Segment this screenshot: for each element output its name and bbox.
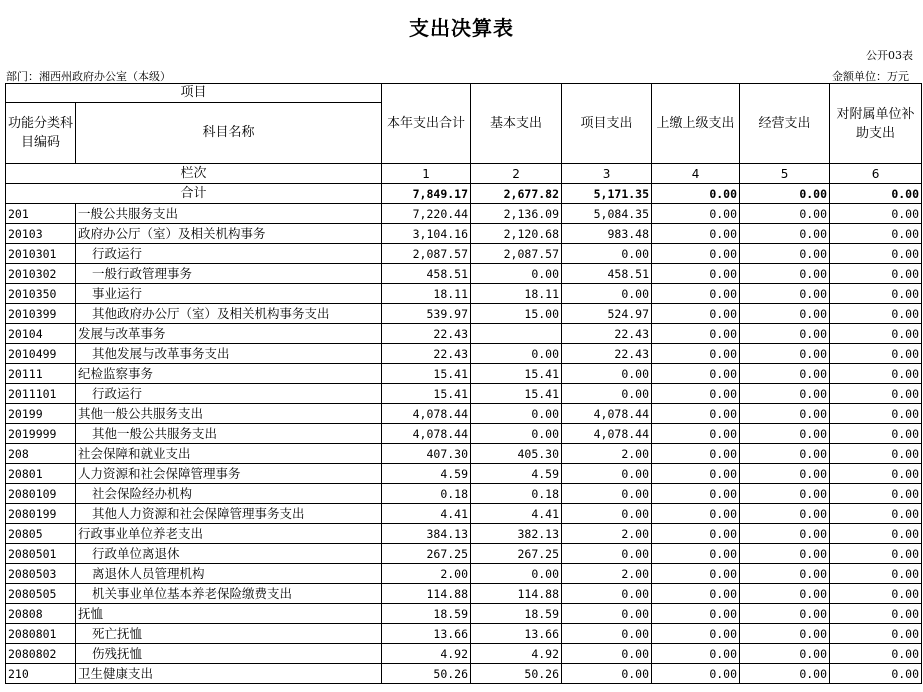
subject-name-cell: 一般行政管理事务 <box>76 264 382 284</box>
amount-cell: 0.00 <box>830 624 922 644</box>
func-code-cell: 2080109 <box>6 484 76 504</box>
table-row <box>6 644 922 664</box>
amount-cell: 114.88 <box>471 584 562 604</box>
subject-name-cell: 离退休人员管理机构 <box>76 564 382 584</box>
table-row <box>6 444 922 464</box>
amount-cell: 0.00 <box>830 264 922 284</box>
table-row <box>6 524 922 544</box>
subject-name-cell: 卫生健康支出 <box>76 664 382 684</box>
amount-cell: 0.00 <box>740 504 830 524</box>
func-code-cell: 2080802 <box>6 644 76 664</box>
func-code-cell: 20103 <box>6 224 76 244</box>
amount-cell: 0.00 <box>562 384 652 404</box>
table-row <box>6 504 922 524</box>
amount-cell: 0.00 <box>830 424 922 444</box>
func-code-cell: 20199 <box>6 404 76 424</box>
seq-row <box>6 164 922 184</box>
amount-cell: 0.00 <box>740 344 830 364</box>
amount-cell: 0.00 <box>652 544 740 564</box>
col-header-business: 经营支出 <box>740 84 830 164</box>
amount-cell: 0.00 <box>830 484 922 504</box>
func-code-cell: 2019999 <box>6 424 76 444</box>
table-row <box>6 464 922 484</box>
col-header-subsidy: 对附属单位补助支出 <box>830 84 922 164</box>
amount-cell: 0.00 <box>740 264 830 284</box>
total-label: 合计 <box>6 184 382 204</box>
subject-name-cell: 机关事业单位基本养老保险缴费支出 <box>76 584 382 604</box>
func-code-cell: 2080801 <box>6 624 76 644</box>
amount-cell: 22.43 <box>382 344 471 364</box>
total-value: 0.00 <box>652 184 740 204</box>
amount-cell: 0.00 <box>652 364 740 384</box>
amount-cell: 0.00 <box>562 544 652 564</box>
page-title: 支出决算表 <box>409 16 514 40</box>
subject-name-cell: 社会保险经办机构 <box>76 484 382 504</box>
amount-cell: 0.00 <box>471 404 562 424</box>
seq-label: 栏次 <box>6 164 382 184</box>
func-code-cell: 2080501 <box>6 544 76 564</box>
table-row <box>6 224 922 244</box>
seq-number: 6 <box>830 164 922 184</box>
func-code-cell: 2080199 <box>6 504 76 524</box>
col-header-basic: 基本支出 <box>471 84 562 164</box>
total-value: 7,849.17 <box>382 184 471 204</box>
amount-cell: 4,078.44 <box>382 404 471 424</box>
subject-name-cell: 其他一般公共服务支出 <box>76 424 382 444</box>
amount-cell: 0.00 <box>830 564 922 584</box>
amount-cell: 0.00 <box>562 464 652 484</box>
amount-cell: 0.00 <box>471 344 562 364</box>
amount-cell: 15.41 <box>382 384 471 404</box>
amount-cell: 539.97 <box>382 304 471 324</box>
amount-cell: 0.00 <box>652 464 740 484</box>
amount-cell: 0.00 <box>740 524 830 544</box>
amount-cell: 0.00 <box>740 484 830 504</box>
amount-cell: 0.00 <box>830 204 922 224</box>
amount-cell: 0.00 <box>740 324 830 344</box>
seq-number: 2 <box>471 164 562 184</box>
amount-cell: 0.00 <box>652 504 740 524</box>
amount-cell: 0.00 <box>652 524 740 544</box>
amount-cell: 0.00 <box>830 544 922 564</box>
amount-cell: 4,078.44 <box>382 424 471 444</box>
amount-cell: 0.00 <box>652 664 740 684</box>
amount-cell <box>471 324 562 344</box>
amount-cell: 50.26 <box>382 664 471 684</box>
col-header-project: 项目支出 <box>562 84 652 164</box>
amount-cell: 4,078.44 <box>562 404 652 424</box>
amount-cell: 18.59 <box>471 604 562 624</box>
func-code-cell: 20104 <box>6 324 76 344</box>
amount-cell: 0.00 <box>562 644 652 664</box>
amount-cell: 0.00 <box>830 404 922 424</box>
subject-name-cell: 死亡抚恤 <box>76 624 382 644</box>
amount-cell: 0.00 <box>652 264 740 284</box>
amount-cell: 4.92 <box>382 644 471 664</box>
func-code-cell: 20801 <box>6 464 76 484</box>
amount-cell: 0.00 <box>652 584 740 604</box>
amount-cell: 384.13 <box>382 524 471 544</box>
amount-cell: 0.00 <box>652 604 740 624</box>
amount-cell: 0.00 <box>740 444 830 464</box>
amount-cell: 382.13 <box>471 524 562 544</box>
amount-cell: 0.00 <box>562 504 652 524</box>
amount-cell: 18.11 <box>471 284 562 304</box>
project-header: 项目 <box>6 84 382 103</box>
table-row <box>6 244 922 264</box>
func-code-cell: 201 <box>6 204 76 224</box>
table-row <box>6 344 922 364</box>
subject-name-cell: 政府办公厅（室）及相关机构事务 <box>76 224 382 244</box>
func-code-cell: 2080505 <box>6 584 76 604</box>
subject-name-cell: 其他政府办公厅（室）及相关机构事务支出 <box>76 304 382 324</box>
amount-cell: 0.00 <box>740 364 830 384</box>
func-code-cell: 210 <box>6 664 76 684</box>
amount-cell: 0.00 <box>830 444 922 464</box>
amount-cell: 0.18 <box>382 484 471 504</box>
amount-cell: 0.00 <box>740 204 830 224</box>
seq-number: 3 <box>562 164 652 184</box>
amount-cell: 18.11 <box>382 284 471 304</box>
amount-cell: 15.41 <box>471 364 562 384</box>
amount-cell: 0.00 <box>830 464 922 484</box>
amount-cell: 267.25 <box>382 544 471 564</box>
amount-cell: 524.97 <box>562 304 652 324</box>
amount-cell: 0.00 <box>562 624 652 644</box>
amount-cell: 0.00 <box>652 384 740 404</box>
amount-cell: 0.00 <box>652 444 740 464</box>
amount-cell: 0.00 <box>830 524 922 544</box>
func-code-cell: 2010350 <box>6 284 76 304</box>
table-row <box>6 584 922 604</box>
subject-name-cell: 行政事业单位养老支出 <box>76 524 382 544</box>
amount-cell: 0.00 <box>740 584 830 604</box>
amount-cell: 114.88 <box>382 584 471 604</box>
table-row <box>6 204 922 224</box>
doc-code: 公开03表 <box>866 49 913 62</box>
table-row <box>6 264 922 284</box>
amount-cell: 15.41 <box>382 364 471 384</box>
amount-cell: 4.59 <box>382 464 471 484</box>
amount-cell: 4.92 <box>471 644 562 664</box>
department-label: 部门：湘西州政府办公室（本级） <box>6 70 171 83</box>
amount-cell: 0.00 <box>830 504 922 524</box>
amount-cell: 4,078.44 <box>562 424 652 444</box>
amount-cell: 2.00 <box>562 524 652 544</box>
amount-cell: 2.00 <box>562 564 652 584</box>
subject-name-cell: 人力资源和社会保障管理事务 <box>76 464 382 484</box>
seq-number: 4 <box>652 164 740 184</box>
table-row <box>6 364 922 384</box>
amount-cell: 2.00 <box>382 564 471 584</box>
amount-cell: 2,087.57 <box>471 244 562 264</box>
amount-cell: 0.00 <box>830 324 922 344</box>
subject-name-cell: 发展与改革事务 <box>76 324 382 344</box>
amount-cell: 0.00 <box>740 624 830 644</box>
amount-cell: 0.00 <box>740 544 830 564</box>
amount-cell: 267.25 <box>471 544 562 564</box>
subject-name-cell: 伤残抚恤 <box>76 644 382 664</box>
amount-cell: 0.00 <box>652 244 740 264</box>
amount-cell: 3,104.16 <box>382 224 471 244</box>
subject-name-cell: 行政运行 <box>76 244 382 264</box>
amount-cell: 0.00 <box>652 644 740 664</box>
amount-cell: 22.43 <box>382 324 471 344</box>
amount-cell: 0.00 <box>562 584 652 604</box>
table-row <box>6 484 922 504</box>
subject-name-cell: 其他人力资源和社会保障管理事务支出 <box>76 504 382 524</box>
amount-cell: 0.00 <box>830 284 922 304</box>
seq-number: 5 <box>740 164 830 184</box>
amount-cell: 2,087.57 <box>382 244 471 264</box>
table-row <box>6 624 922 644</box>
func-code-cell: 2010399 <box>6 304 76 324</box>
amount-cell: 0.18 <box>471 484 562 504</box>
table-body <box>6 204 922 684</box>
subject-name-cell: 社会保障和就业支出 <box>76 444 382 464</box>
amount-cell: 7,220.44 <box>382 204 471 224</box>
seq-number: 1 <box>382 164 471 184</box>
func-code-cell: 2010301 <box>6 244 76 264</box>
amount-cell: 0.00 <box>740 224 830 244</box>
table-row <box>6 604 922 624</box>
func-code-cell: 20805 <box>6 524 76 544</box>
amount-cell: 0.00 <box>830 384 922 404</box>
subject-name-cell: 事业运行 <box>76 284 382 304</box>
amount-cell: 407.30 <box>382 444 471 464</box>
amount-cell: 15.00 <box>471 304 562 324</box>
func-code-cell: 2011101 <box>6 384 76 404</box>
amount-cell: 0.00 <box>740 564 830 584</box>
subject-name-cell: 其他一般公共服务支出 <box>76 404 382 424</box>
total-value: 0.00 <box>740 184 830 204</box>
subject-name-header: 科目名称 <box>76 103 382 164</box>
amount-cell: 0.00 <box>830 364 922 384</box>
amount-cell: 0.00 <box>830 244 922 264</box>
total-value: 5,171.35 <box>562 184 652 204</box>
total-value: 0.00 <box>830 184 922 204</box>
amount-cell: 0.00 <box>652 484 740 504</box>
subject-name-cell: 行政运行 <box>76 384 382 404</box>
table-header <box>6 84 922 204</box>
amount-cell: 0.00 <box>471 264 562 284</box>
amount-cell: 0.00 <box>740 284 830 304</box>
amount-cell: 0.00 <box>740 664 830 684</box>
col-header-upper: 上缴上级支出 <box>652 84 740 164</box>
amount-cell: 0.00 <box>652 624 740 644</box>
amount-cell: 0.00 <box>740 644 830 664</box>
amount-cell: 0.00 <box>652 344 740 364</box>
subject-name-cell: 其他发展与改革事务支出 <box>76 344 382 364</box>
table-row <box>6 424 922 444</box>
amount-cell: 0.00 <box>830 304 922 324</box>
amount-cell: 0.00 <box>652 224 740 244</box>
amount-cell: 983.48 <box>562 224 652 244</box>
func-code-cell: 2080503 <box>6 564 76 584</box>
amount-cell: 0.00 <box>562 664 652 684</box>
amount-cell: 0.00 <box>652 404 740 424</box>
amount-cell: 0.00 <box>652 204 740 224</box>
amount-cell: 0.00 <box>740 384 830 404</box>
amount-cell: 0.00 <box>740 464 830 484</box>
amount-cell: 0.00 <box>471 424 562 444</box>
amount-cell: 0.00 <box>830 344 922 364</box>
subject-name-cell: 抚恤 <box>76 604 382 624</box>
amount-cell: 0.00 <box>830 644 922 664</box>
amount-cell: 0.00 <box>652 284 740 304</box>
amount-cell: 0.00 <box>740 304 830 324</box>
amount-cell: 13.66 <box>382 624 471 644</box>
table-row <box>6 304 922 324</box>
amount-cell: 13.66 <box>471 624 562 644</box>
amount-cell: 0.00 <box>830 604 922 624</box>
amount-cell: 0.00 <box>740 604 830 624</box>
amount-cell: 0.00 <box>562 604 652 624</box>
amount-cell: 405.30 <box>471 444 562 464</box>
table-row <box>6 324 922 344</box>
subject-name-cell: 纪检监察事务 <box>76 364 382 384</box>
func-code-cell: 208 <box>6 444 76 464</box>
amount-cell: 0.00 <box>740 404 830 424</box>
amount-cell: 50.26 <box>471 664 562 684</box>
amount-cell: 2,136.09 <box>471 204 562 224</box>
amount-cell: 0.00 <box>562 484 652 504</box>
subject-name-cell: 一般公共服务支出 <box>76 204 382 224</box>
amount-cell: 0.00 <box>652 324 740 344</box>
amount-cell: 18.59 <box>382 604 471 624</box>
amount-cell: 0.00 <box>562 244 652 264</box>
table-row <box>6 284 922 304</box>
func-code-cell: 20111 <box>6 364 76 384</box>
amount-cell: 0.00 <box>740 424 830 444</box>
amount-cell: 15.41 <box>471 384 562 404</box>
amount-cell: 0.00 <box>740 244 830 264</box>
col-header-total: 本年支出合计 <box>382 84 471 164</box>
amount-cell: 0.00 <box>471 564 562 584</box>
amount-cell: 0.00 <box>830 224 922 244</box>
amount-cell: 22.43 <box>562 344 652 364</box>
amount-cell: 22.43 <box>562 324 652 344</box>
func-code-cell: 2010302 <box>6 264 76 284</box>
amount-cell: 0.00 <box>562 284 652 304</box>
amount-cell: 0.00 <box>652 424 740 444</box>
amount-cell: 4.59 <box>471 464 562 484</box>
table-row <box>6 384 922 404</box>
table-row <box>6 664 922 684</box>
func-code-cell: 2010499 <box>6 344 76 364</box>
amount-cell: 2.00 <box>562 444 652 464</box>
amount-cell: 2,120.68 <box>471 224 562 244</box>
expenditure-table <box>5 83 922 684</box>
unit-label: 金额单位：万元 <box>832 70 909 83</box>
amount-cell: 4.41 <box>382 504 471 524</box>
func-code-header: 功能分类科目编码 <box>6 103 76 164</box>
amount-cell: 0.00 <box>562 364 652 384</box>
subject-name-cell: 行政单位离退休 <box>76 544 382 564</box>
total-value: 2,677.82 <box>471 184 562 204</box>
amount-cell: 0.00 <box>652 304 740 324</box>
total-row <box>6 184 922 204</box>
amount-cell: 5,084.35 <box>562 204 652 224</box>
table-row <box>6 564 922 584</box>
amount-cell: 458.51 <box>382 264 471 284</box>
amount-cell: 0.00 <box>830 664 922 684</box>
func-code-cell: 20808 <box>6 604 76 624</box>
amount-cell: 0.00 <box>652 564 740 584</box>
table-row <box>6 404 922 424</box>
amount-cell: 4.41 <box>471 504 562 524</box>
amount-cell: 0.00 <box>830 584 922 604</box>
amount-cell: 458.51 <box>562 264 652 284</box>
table-row <box>6 544 922 564</box>
